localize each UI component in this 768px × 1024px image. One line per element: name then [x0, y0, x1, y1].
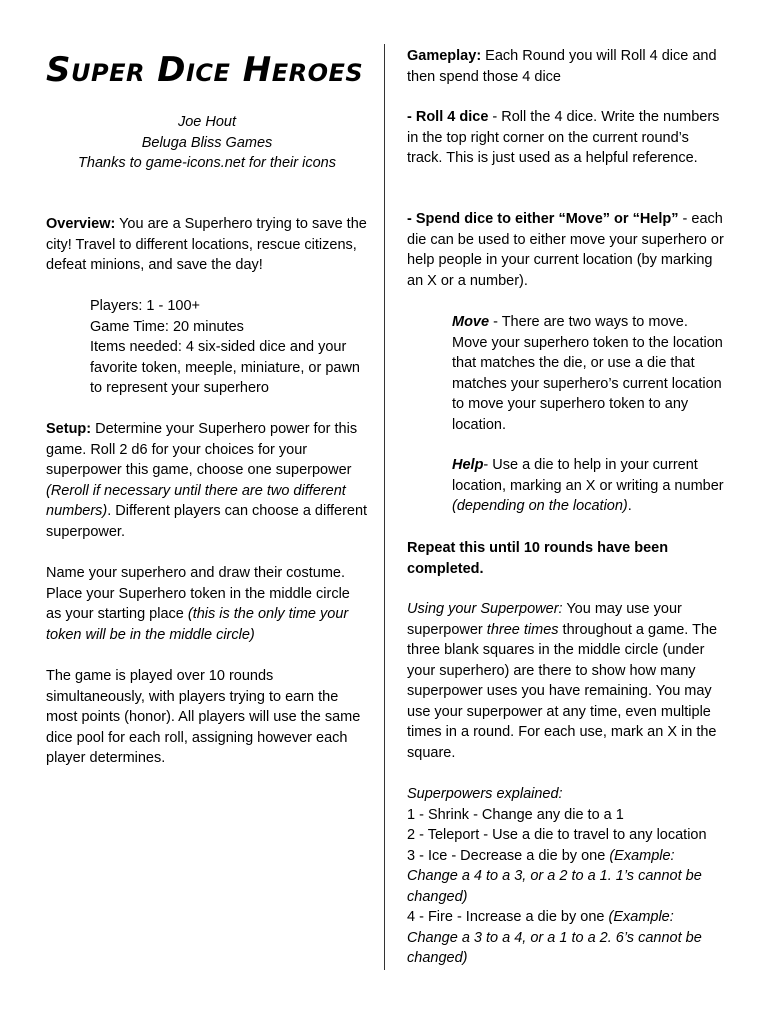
players-line: Players: 1 - 100+ — [90, 298, 201, 314]
superpowers-heading: Superpowers explained: — [407, 786, 563, 802]
rounds-paragraph: The game is played over 10 rounds simultaneously, with players trying to earn the most points (honor). All players will use the same dice pool for each roll, assigning however each player determines. — [46, 668, 361, 766]
overview-paragraph: Overview: You are a Superhero trying to save the city! Travel to different locations, rescue citizens, defeat minions, and save the day! — [46, 216, 367, 273]
spend-dice-paragraph: - Spend dice to either “Move” or “Help” - each die can be used to either move your superhero or help people in your current location (by marking an X or a number). — [407, 211, 724, 289]
superpower-item: 1 - Shrink - Change any die to a 1 — [407, 806, 624, 823]
gameplay-label: Gameplay: — [407, 48, 482, 64]
game-specs — [90, 296, 368, 399]
move-paragraph: Move - There are two ways to move. Move your superhero token to the location that matches the die, or use a die that matches your superhero’s current location to move your superhero token to any location. — [452, 314, 723, 433]
roll-dice-label: - Roll 4 dice — [407, 109, 489, 125]
credit-author: Joe Hout — [177, 114, 237, 130]
game-time-line: Game Time: 20 minutes — [90, 318, 244, 335]
page-title: Super Dice Heroes — [46, 50, 364, 90]
setup-paragraph: Setup: Determine your Superhero power for this game. Roll 2 d6 for your choices for your superpower this game, choose one superpower (Reroll if necessary until there are two different numbers). Different players can choose a different superpower. — [46, 421, 368, 540]
move-label: Move — [452, 314, 490, 330]
name-superhero-paragraph: Name your superhero and draw their costume. Place your Superhero token in the middle circle as your starting place (this is the only time your token will be in the middle circle) — [46, 565, 350, 643]
superpower-item: 3 - Ice - Decrease a die by one (Example: Change a 4 to a 3, or a 2 to a 1. 1’s cannot be changed) — [407, 847, 702, 905]
column-divider — [384, 44, 385, 970]
setup-label: Setup: — [46, 421, 92, 437]
superpowers-list — [407, 784, 727, 969]
credits — [46, 112, 368, 174]
superpower-usage-label: Using your Superpower: — [407, 601, 563, 617]
help-paragraph: Help- Use a die to help in your current location, marking an X or writing a number (depending on the location). — [452, 457, 724, 514]
help-label: Help — [452, 457, 484, 473]
overview-label: Overview: — [46, 216, 116, 232]
gameplay-paragraph: Gameplay: Each Round you will Roll 4 dice and then spend those 4 dice — [407, 48, 717, 85]
items-needed-line: Items needed: 4 six-sided dice and your favorite token, meeple, miniature, or pawn to represent your superhero — [90, 339, 360, 396]
credit-publisher: Beluga Bliss Games — [141, 134, 273, 151]
roll-dice-paragraph: - Roll 4 dice - Roll the 4 dice. Write the numbers in the top right corner on the current round’s track. This is just used as a helpful reference. — [407, 109, 720, 166]
spend-dice-label: - Spend dice to either “Move” or “Help” — [407, 211, 679, 227]
superpower-item: 2 - Teleport - Use a die to travel to any location — [407, 827, 707, 843]
repeat-paragraph: Repeat this until 10 rounds have been completed. — [407, 540, 669, 577]
superpower-item: 4 - Fire - Increase a die by one (Example: Change a 3 to a 4, or a 1 to a 2. 6’s cannot be changed) — [407, 909, 702, 966]
credit-icons: Thanks to game-icons.net for their icons — [78, 155, 336, 171]
superpower-usage-paragraph: Using your Superpower: You may use your superpower three times throughout a game. The three blank squares in the middle circle (under your superhero) are there to show how many superpower uses you have remaining. You may use your superpower at any time, even multiple times in a round. For each use, mark an X in the square. — [407, 601, 718, 761]
